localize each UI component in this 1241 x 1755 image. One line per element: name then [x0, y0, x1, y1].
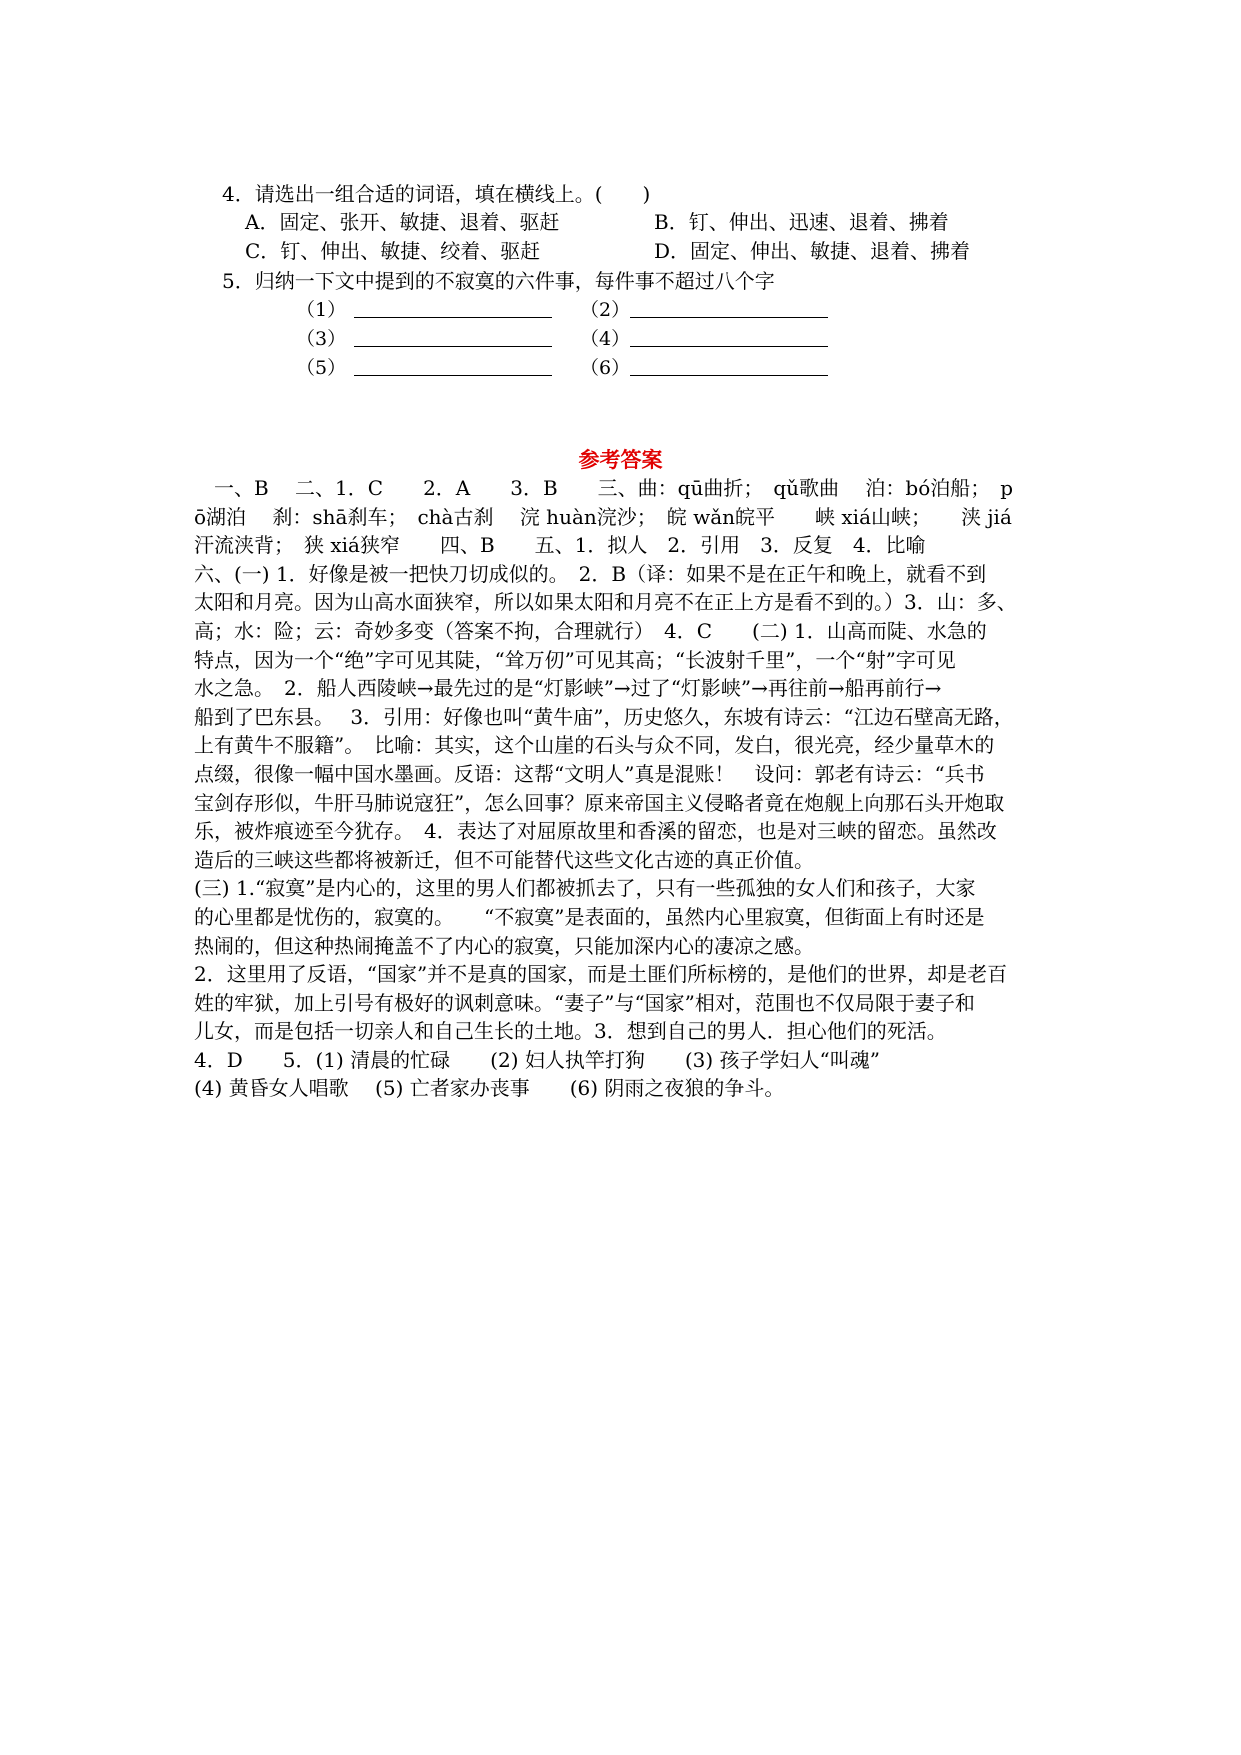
answer-line: 造后的三峡这些都将被新迁，但不可能替代这些文化古迹的真正价值。	[194, 847, 814, 872]
question-4-option-b: B．钉、伸出、迅速、退着、拂着	[654, 210, 949, 234]
answer-line: 宝剑存形似，牛肝马肺说寇狂”，怎么回事？原来帝国主义侵略者竟在炮舰上向那石头开炮取	[194, 790, 1005, 815]
answer-blank-4[interactable]	[630, 326, 828, 347]
blank-number: （3）	[296, 328, 347, 350]
answer-line: (三) 1.“寂寞”是内心的，这里的男人们都被抓去了，只有一些孤独的女人们和孩子，大家	[194, 876, 976, 901]
answer-line: 儿女，而是包括一切亲人和自己生长的土地。3．想到自己的男人．担心他们的死活。	[194, 1019, 947, 1044]
answer-line: 点缀，很像一幅中国水墨画。反语：这帮“文明人”真是混账！ 设问：郭老有诗云：“兵书	[194, 761, 985, 786]
answer-line: ō湖泊 刹：shā刹车； chà古刹 浣 huàn浣沙； 皖 wǎn皖平 峡 xiá山峡； 浃 jiá	[194, 504, 1012, 529]
answer-line: 六、(一) 1．好像是被一把快刀切成似的。 2．B（译：如果不是在正午和晚上，就看不到	[194, 561, 987, 586]
answer-blank-row	[0, 326, 1241, 352]
blank-number: （6）	[580, 357, 631, 379]
answer-line: 特点，因为一个“绝”字可见其陡，“耸万仞”可见其高；“长波射千里”，一个“射”字可见	[194, 647, 956, 672]
question-5-stem: 5．归纳一下文中提到的不寂寞的六件事，每件事不超过八个字	[222, 269, 775, 293]
answer-line: 汗流浃背； 狭 xiá狭窄 四、B 五、1．拟人 2．引用 3．反复 4．比喻	[194, 533, 926, 558]
question-4-option-d: D．固定、伸出、敏捷、退着、拂着	[654, 239, 971, 263]
answer-line: 2．这里用了反语，“国家”并不是真的国家，而是土匪们所标榜的，是他们的世界，却是老百	[194, 962, 1008, 987]
answer-line: 的心里都是忧伤的，寂寞的。 “不寂寞”是表面的，虽然内心里寂寞，但街面上有时还是	[194, 904, 985, 929]
answer-line: 4．D 5．(1) 清晨的忙碌 (2) 妇人执竿打狗 (3) 孩子学妇人“叫魂”	[194, 1047, 880, 1072]
answer-blank-3[interactable]	[354, 326, 552, 347]
answer-blank-5[interactable]	[354, 355, 552, 376]
answer-blank-6[interactable]	[630, 355, 828, 376]
question-4-stem: 4．请选出一组合适的词语，填在横线上。( )	[222, 182, 651, 206]
blank-number: （4）	[580, 328, 631, 350]
answer-line: 热闹的，但这种热闹掩盖不了内心的寂寞，只能加深内心的凄凉之感。	[194, 933, 814, 958]
blank-number: （2）	[580, 299, 631, 321]
answer-blank-2[interactable]	[630, 297, 828, 318]
answer-line: 太阳和月亮。因为山高水面狭窄，所以如果太阳和月亮不在正上方是看不到的。）3．山：多、	[194, 590, 1017, 615]
answer-line: 一、B 二、1．C 2．A 3．B 三、曲：qū曲折； qǔ歌曲 泊：bó泊船； p	[194, 476, 1014, 500]
answer-blank-row	[0, 355, 1241, 381]
answer-blank-1[interactable]	[354, 297, 552, 318]
answer-line: (4) 黄昏女人唱歌 (5) 亡者家办丧事 (6) 阴雨之夜狼的争斗。	[194, 1076, 785, 1101]
blank-number: （5）	[296, 357, 347, 379]
answer-line: 水之急。 2．船人西陵峡→最先过的是“灯影峡”→过了“灯影峡”→再往前→船再前行→	[194, 676, 942, 701]
answer-line: 姓的牢狱，加上引号有极好的讽刺意味。“妻子”与“国家”相对，范围也不仅局限于妻子和	[194, 990, 975, 1015]
answer-line: 高；水：险；云：奇妙多变（答案不拘，合理就行） 4．C (二) 1．山高而陡、水急的	[194, 618, 987, 643]
answer-blank-row	[0, 297, 1241, 323]
answer-line: 船到了巴东县。 3．引用：好像也叫“黄牛庙”，历史悠久，东坡有诗云：“江边石壁高无路，	[194, 704, 1014, 729]
blank-number: （1）	[296, 299, 347, 321]
question-4-option-a: A．固定、张开、敏捷、退着、驱赶	[245, 210, 560, 234]
question-4-option-c: C．钉、伸出、敏捷、绞着、驱赶	[245, 239, 541, 263]
answer-line: 上有黄牛不服籍”。 比喻：其实，这个山崖的石头与众不同，发白，很光亮，经少量草木的	[194, 733, 995, 758]
answer-line: 乐，被炸痕迹至今犹存。 4．表达了对屈原故里和香溪的留恋，也是对三峡的留恋。虽然改	[194, 819, 997, 844]
answer-key-body	[194, 474, 1094, 1103]
answer-key-title: 参考答案	[578, 447, 663, 472]
